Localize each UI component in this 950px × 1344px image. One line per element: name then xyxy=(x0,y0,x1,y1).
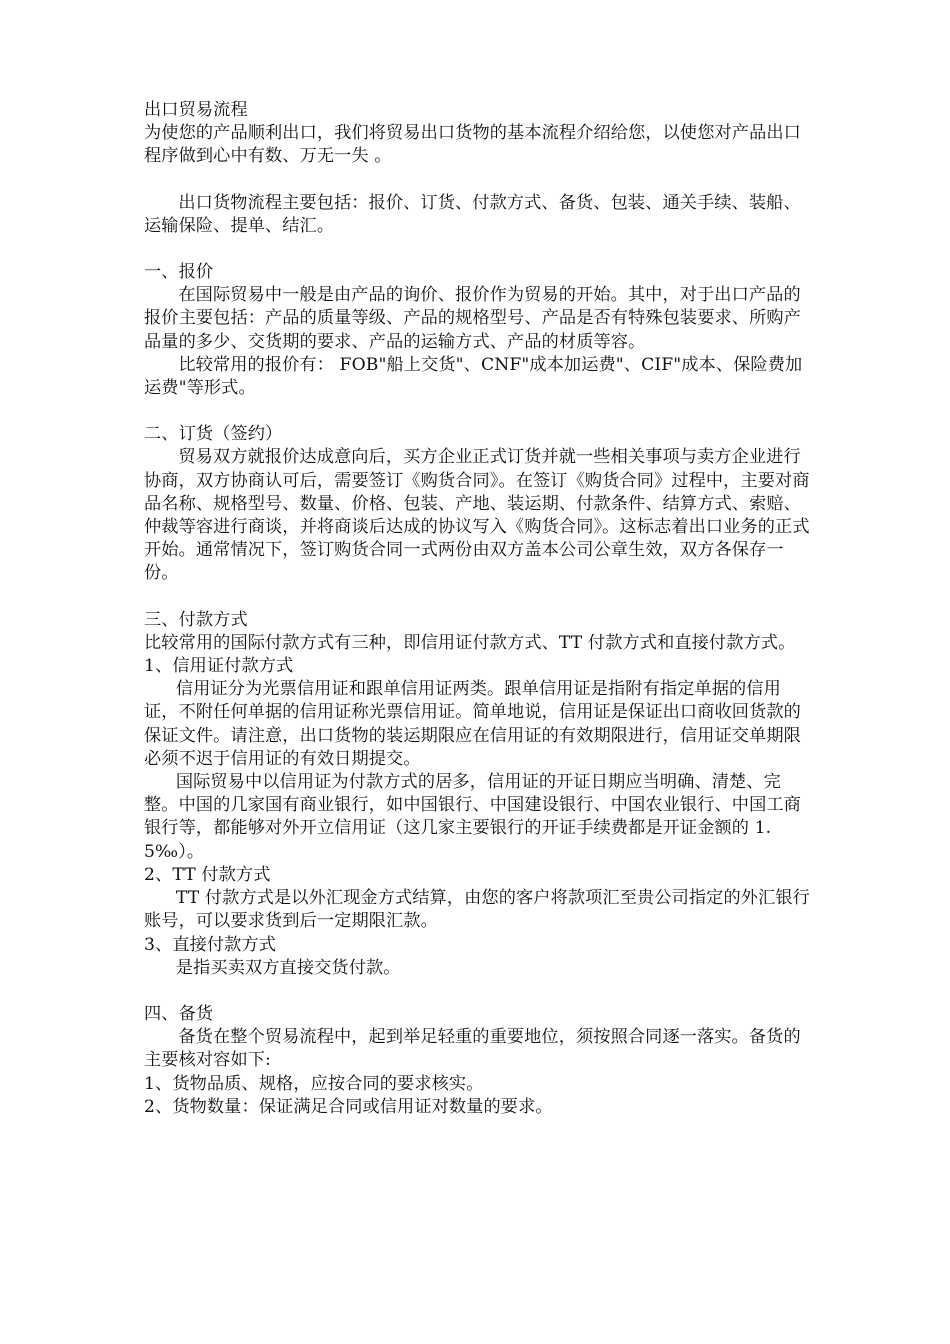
lc-paragraph-1: 信用证分为光票信用证和跟单信用证两类。跟单信用证是指附有指定单据的信用证，不附任何单据的信用证称光票信用证。简单地说，信用证是保证出口商收回货款的保证文件。请注意，出口货物的装运期限应在信用证的有效期限进行，信用证交单期限必须不迟于信用证的有效日期提交。 xyxy=(144,679,801,769)
payment-lead-paragraph: 比较常用的国际付款方式有三种，即信用证付款方式、TT 付款方式和直接付款方式。1、信用证付款方式 xyxy=(144,632,796,677)
spacer xyxy=(144,238,814,261)
section-heading-ordering: 二、订货（签约） xyxy=(144,424,283,445)
ordering-paragraph: 贸易双方就报价达成意向后，买方企业正式订货并就一些相关事项与卖方企业进行协商，双方协商认可后，需要签订《购货合同》。在签订《购货合同》过程中，主要对商品名称、规格型号、数量、价格、包装、产地、装运期、付款条件、结算方式、索赔、仲裁等容进行商谈，并将商谈后达成的协议写入《购货合同》。这标志着出口业务的正式开始。通常情况下，签订购货合同一式两份由双方盖本公司公章生效，双方各保存一份。 xyxy=(144,447,810,584)
document-page xyxy=(144,99,814,1119)
spacer xyxy=(144,586,814,609)
overview-paragraph: 出口货物流程主要包括：报价、订货、付款方式、备货、包装、通关手续、装船、运输保险、提单、结汇。 xyxy=(144,192,801,236)
direct-payment-paragraph: 是指买卖双方直接交货付款。 xyxy=(175,957,401,978)
section-heading-quotation: 一、报价 xyxy=(144,262,214,283)
quotation-paragraph-1: 在国际贸易中一般是由产品的询价、报价作为贸易的开始。其中，对于出口产品的报价主要包括：产品的质量等级、产品的规格型号、产品是否有特殊包装要求、所购产品量的多少、交货期的要求、产品的运输方式、产品的材质等容。 xyxy=(144,285,801,352)
spacer xyxy=(144,169,814,192)
spacer xyxy=(144,980,814,1003)
spacer xyxy=(144,400,814,423)
quotation-paragraph-2: 比较常用的报价有： FOB"船上交货"、CNF"成本加运费"、CIF"成本、保险费加运费"等形式。 xyxy=(144,354,803,399)
tt-heading: 2、TT 付款方式 xyxy=(144,864,271,885)
intro-paragraph: 为使您的产品顺利出口，我们将贸易出口货物的基本流程介绍给您，以使您对产品出口程序做到心中有数、万无一失 。 xyxy=(144,123,801,167)
tt-paragraph: TT 付款方式是以外汇现金方式结算，由您的客户将款项汇至贵公司指定的外汇银行账号，可以要求货到后一定期限汇款。 xyxy=(144,888,810,932)
direct-payment-heading: 3、直接付款方式 xyxy=(144,934,277,955)
document-title: 出口贸易流程 xyxy=(144,100,248,120)
preparation-item-2: 2、货物数量：保证满足合同或信用证对数量的要求。 xyxy=(144,1096,553,1117)
preparation-item-1: 1、货物品质、规格，应按合同的要求核实。 xyxy=(144,1073,484,1094)
section-heading-payment: 三、付款方式 xyxy=(144,609,248,630)
section-heading-preparation: 四、备货 xyxy=(144,1003,214,1024)
preparation-paragraph: 备货在整个贸易流程中，起到举足轻重的重要地位，须按照合同逐一落实。备货的主要核对容如下: xyxy=(144,1027,801,1071)
lc-paragraph-2: 国际贸易中以信用证为付款方式的居多，信用证的开证日期应当明确、清楚、完整。中国的几家国有商业银行，如中国银行、中国建设银行、中国农业银行、中国工商银行等，都能够对外开立信用证（这几家主要银行的开证手续费都是开证金额的 1.5‰）。 xyxy=(144,772,801,862)
